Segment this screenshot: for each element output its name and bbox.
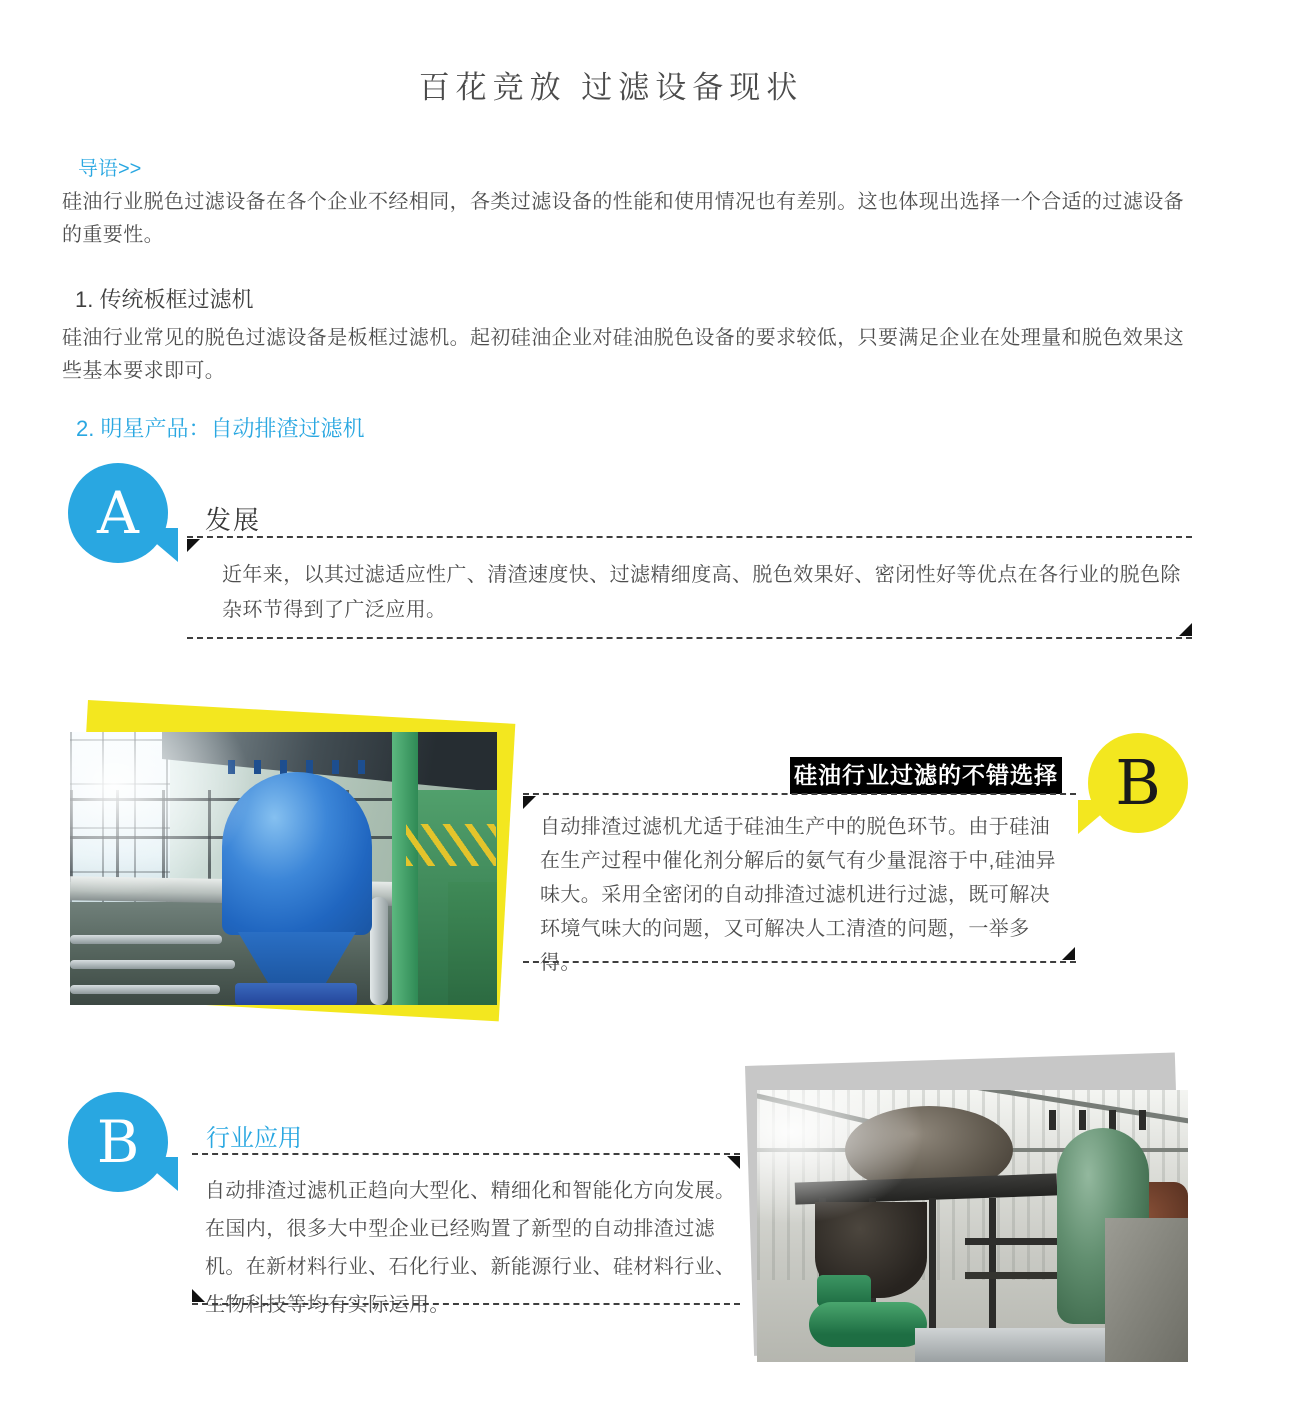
photo1-yellow-railing xyxy=(406,824,496,866)
photo1-light-flare xyxy=(70,732,270,912)
corner-triangle-icon xyxy=(1062,947,1075,960)
photo1-green-column xyxy=(392,732,418,1005)
block-b2-dashed-top xyxy=(192,1153,740,1155)
block-a-heading: 发展 xyxy=(205,505,262,535)
photo2-vessel-handles xyxy=(1049,1110,1161,1130)
speech-bubble-b-blue-tail xyxy=(138,1157,178,1191)
corner-triangle-icon xyxy=(192,1289,205,1302)
speech-bubble-b-yellow-tail xyxy=(1078,800,1118,834)
speech-bubble-b-blue-icon: B xyxy=(68,1092,168,1192)
photo1-pump xyxy=(235,983,357,1005)
block-a-dashed-bottom xyxy=(187,637,1192,639)
block-b2-dashed-bottom xyxy=(192,1303,740,1305)
section1-heading: 1. 传统板框过滤机 xyxy=(75,287,254,312)
blue-filter-vessel-plant-photo xyxy=(70,732,497,1005)
section1-paragraph: 硅油行业常见的脱色过滤设备是板框过滤机。起初硅油企业对硅油脱色设备的要求较低，只要满足企业在处理量和脱色效果这些基本要求即可。 xyxy=(62,327,1184,382)
corner-triangle-icon xyxy=(523,796,536,809)
block-a-dashed-top xyxy=(187,536,1192,538)
block-b1-dashed-bottom xyxy=(523,961,1076,963)
block-b1-dashed-top xyxy=(523,793,1076,795)
photo1-pipe xyxy=(70,960,235,969)
photo2-checker-floor xyxy=(915,1328,1120,1362)
block-b1-banner: 硅油行业过滤的不错选择 xyxy=(790,757,1062,794)
speech-bubble-a-icon: A xyxy=(68,463,168,563)
speech-bubble-b-yellow-icon: B xyxy=(1088,733,1188,833)
block-b1-paragraph: 自动排渣过滤机尤适于硅油生产中的脱色环节。由于硅油在生产过程中催化剂分解后的氨气有少量混溶于中,硅油异味大。采用全密闭的自动排渣过滤机进行过滤，既可解决环境气味大的问题，又可解决人工清渣的问题，一举多得。 xyxy=(540,816,1056,974)
page-title: 百花竞放 过滤设备现状 xyxy=(418,70,804,105)
photo2-light-flare xyxy=(757,1090,947,1240)
green-filter-vessel-plant-photo xyxy=(757,1090,1188,1362)
intro-paragraph: 硅油行业脱色过滤设备在各个企业不经相同，各类过滤设备的性能和使用情况也有差别。这也体现出选择一个合适的过滤设备的重要性。 xyxy=(62,191,1184,246)
block-b2-heading: 行业应用 xyxy=(206,1125,302,1152)
corner-triangle-icon xyxy=(727,1156,740,1169)
photo1-green-cabinet xyxy=(448,882,497,1005)
photo1-pipe xyxy=(70,985,220,994)
block-a-paragraph: 近年来，以其过滤适应性广、清渣速度快、过滤精细度高、脱色效果好、密闭性好等优点在各行业的脱色除杂环节得到了广泛应用。 xyxy=(222,564,1181,621)
block-b2-paragraph: 自动排渣过滤机正趋向大型化、精细化和智能化方向发展。在国内，很多大中型企业已经购置了新型的自动排渣过滤机。在新材料行业、石化行业、新能源行业、硅材料行业、生物科技等均有实际运用。 xyxy=(205,1180,736,1316)
intro-label: 导语>> xyxy=(78,158,142,180)
photo2-platform-leg xyxy=(989,1198,996,1333)
corner-triangle-icon xyxy=(1179,623,1192,636)
section2-heading: 2. 明星产品：自动排渣过滤机 xyxy=(76,416,365,441)
photo2-green-compressor-tank xyxy=(809,1302,927,1347)
photo2-gray-steel-plate xyxy=(1105,1218,1188,1362)
corner-triangle-icon xyxy=(187,539,200,552)
photo1-silver-pipe xyxy=(370,897,388,1005)
photo1-pipe xyxy=(70,935,222,944)
speech-bubble-a-tail xyxy=(138,528,178,562)
